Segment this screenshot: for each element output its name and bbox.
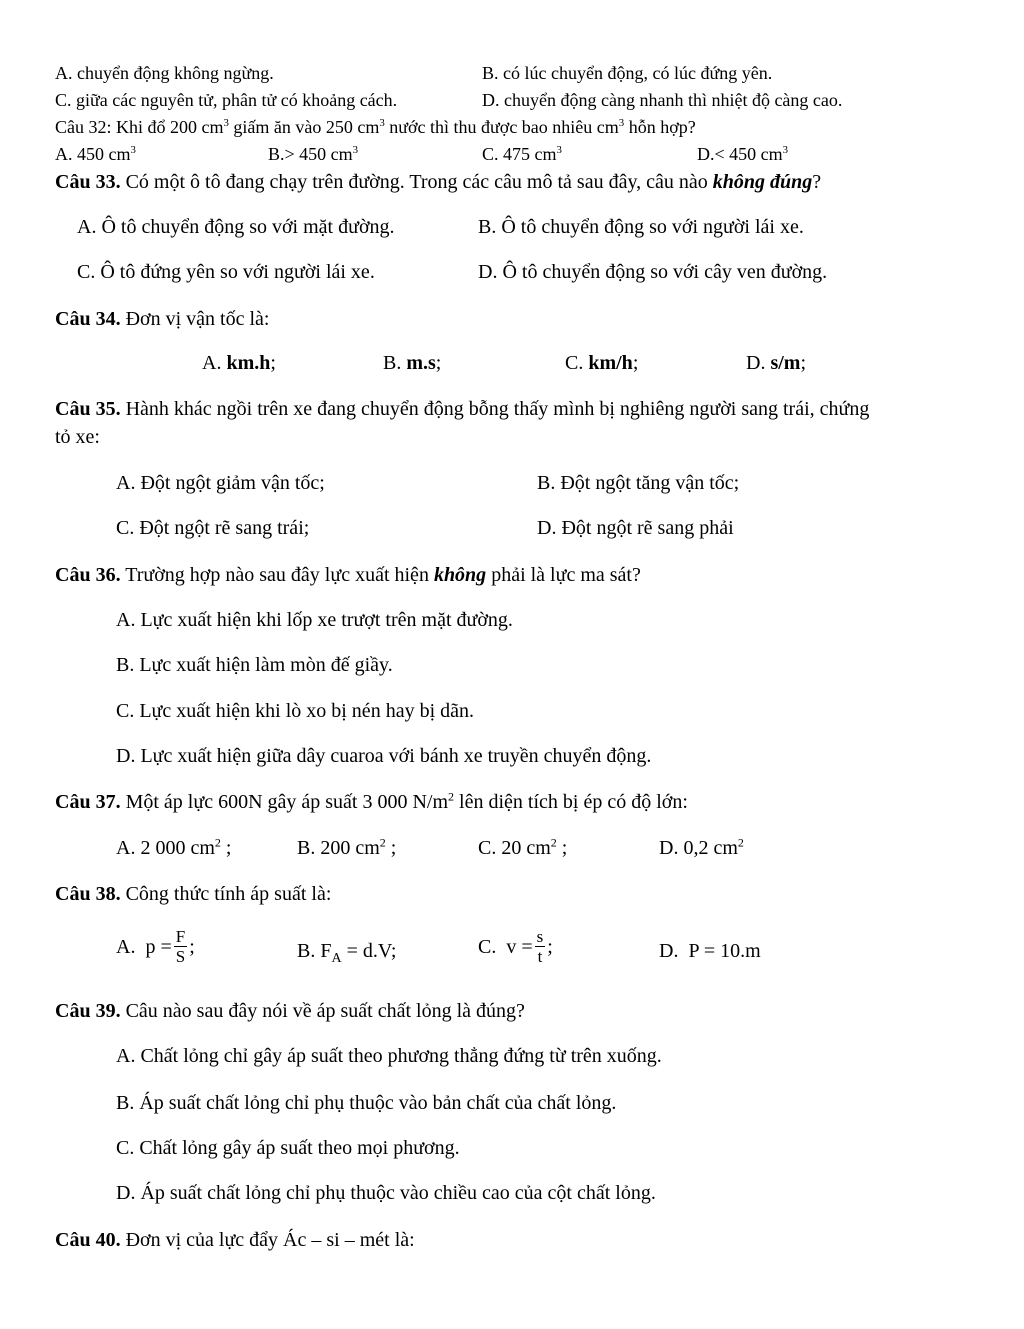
q40-label: Câu 40. <box>55 1229 121 1251</box>
q36-question: Câu 36. Trường hợp nào sau đây lực xuất hiện không phải là lực ma sát? <box>55 564 641 586</box>
q34-option-b: B. m.s; <box>383 352 442 374</box>
q33-emphasis: không đúng <box>712 171 813 193</box>
q36-label: Câu 36. <box>55 564 121 586</box>
q33-option-b: B. Ô tô chuyển động so với người lái xe. <box>478 216 804 238</box>
q39-option-b: B. Áp suất chất lỏng chỉ phụ thuộc vào bản chất của chất lỏng. <box>116 1092 617 1114</box>
q32-option-b: B.> 450 $cm^3$ <box>268 144 359 164</box>
q38-a-fraction: $\frac{F}{S}$ <box>175 927 186 966</box>
q36-option-d: D. Lực xuất hiện giữa dây cuaroa với bánh xe truyền chuyển động. <box>116 745 652 767</box>
q35-option-a: A. Đột ngột giảm vận tốc; <box>116 472 325 494</box>
q38-option-c: C. v = $\frac{s}{t}$ ; <box>478 927 553 966</box>
q35-option-d: D. Đột ngột rẽ sang phải <box>537 517 734 539</box>
q39-option-a: A. Chất lỏng chỉ gây áp suất theo phương thẳng đứng từ trên xuống. <box>116 1045 662 1067</box>
q37-question: Câu 37. Một áp lực 600N gây áp suất 3 000 $N/m^2$ lên diện tích bị ép có độ lớn: <box>55 789 688 813</box>
q35-question-line2: tỏ xe: <box>55 426 100 448</box>
q39-option-d: D. Áp suất chất lỏng chỉ phụ thuộc vào chiều cao của cột chất lỏng. <box>116 1182 656 1204</box>
q33-option-a: A. Ô tô chuyển động so với mặt đường. <box>77 216 395 238</box>
q39-option-c: C. Chất lỏng gây áp suất theo mọi phương. <box>116 1137 460 1159</box>
q37-option-d: D. 0,2 $cm^2$ <box>659 835 744 859</box>
q34-question: Câu 34. Đơn vị vận tốc là: <box>55 308 270 330</box>
q36-emphasis: không <box>433 564 487 586</box>
q33-option-c: C. Ô tô đứng yên so với người lái xe. <box>77 261 375 283</box>
q38-label: Câu 38. <box>55 883 121 905</box>
q40-question: Câu 40. Đơn vị của lực đẩy Ác – si – mét là: <box>55 1229 415 1251</box>
q38-option-b: B. $F_A = d.V$; <box>297 940 397 966</box>
q37-option-c: C. 20 $cm^2$ ; <box>478 835 568 859</box>
q39-label: Câu 39. <box>55 1000 121 1022</box>
q37-label: Câu 37. <box>55 791 121 813</box>
q37-option-a: A. 2 000 $cm^2$ ; <box>116 835 232 859</box>
q33-option-d: D. Ô tô chuyển động so với cây ven đường. <box>478 261 828 283</box>
q34-option-a: A. km.h; <box>202 352 276 374</box>
q32-option-a: A. 450 $cm^3$ <box>55 144 136 164</box>
q31-option-a: A. chuyển động không ngừng. <box>55 63 274 83</box>
q31-option-c: C. giữa các nguyên tử, phân tử có khoảng cách. <box>55 90 398 110</box>
q33-question: Câu 33. Có một ô tô đang chạy trên đường. Trong các câu mô tả sau đây, câu nào không đúng? <box>55 171 822 193</box>
q36-option-b: B. Lực xuất hiện làm mòn đế giầy. <box>116 654 393 676</box>
q38-option-a: A. p = $\frac{F}{S}$ ; <box>116 927 195 966</box>
q32-option-d: D.< 450 $cm^3$ <box>697 144 789 164</box>
q31-option-d: D. chuyển động càng nhanh thì nhiệt độ càng cao. <box>482 90 843 110</box>
q38-c-fraction: $\frac{s}{t}$ <box>536 927 544 966</box>
q35-question-line1: Câu 35. Hành khác ngồi trên xe đang chuyển động bỗng thấy mình bị nghiêng người sang trái, chứng <box>55 398 870 420</box>
q38-option-d: D. P = 10.m <box>659 940 761 962</box>
q39-question: Câu 39. Câu nào sau đây nói về áp suất chất lỏng là đúng? <box>55 1000 525 1022</box>
q35-option-c: C. Đột ngột rẽ sang trái; <box>116 517 310 539</box>
q38-question: Câu 38. Công thức tính áp suất là: <box>55 883 332 905</box>
q32-question: Câu 32: Khi đổ 200 $cm^3$ giấm ăn vào 250 $cm^3$ nước thì thu được bao nhiêu $cm^3$ hỗn hợp? <box>55 117 696 137</box>
q36-option-c: C. Lực xuất hiện khi lò xo bị nén hay bị dãn. <box>116 700 474 722</box>
q34-label: Câu 34. <box>55 308 121 330</box>
q33-label: Câu 33. <box>55 171 121 193</box>
q34-option-d: D. s/m; <box>746 352 807 374</box>
q35-label: Câu 35. <box>55 398 121 420</box>
q37-option-b: B. 200 $cm^2$ ; <box>297 835 397 859</box>
q31-option-b: B. có lúc chuyển động, có lúc đứng yên. <box>482 63 773 83</box>
q35-option-b: B. Đột ngột tăng vận tốc; <box>537 472 740 494</box>
q34-option-c: C. km/h; <box>565 352 639 374</box>
q32-option-c: C. 475 $cm^3$ <box>482 144 562 164</box>
q36-option-a: A. Lực xuất hiện khi lốp xe trượt trên mặt đường. <box>116 609 513 631</box>
